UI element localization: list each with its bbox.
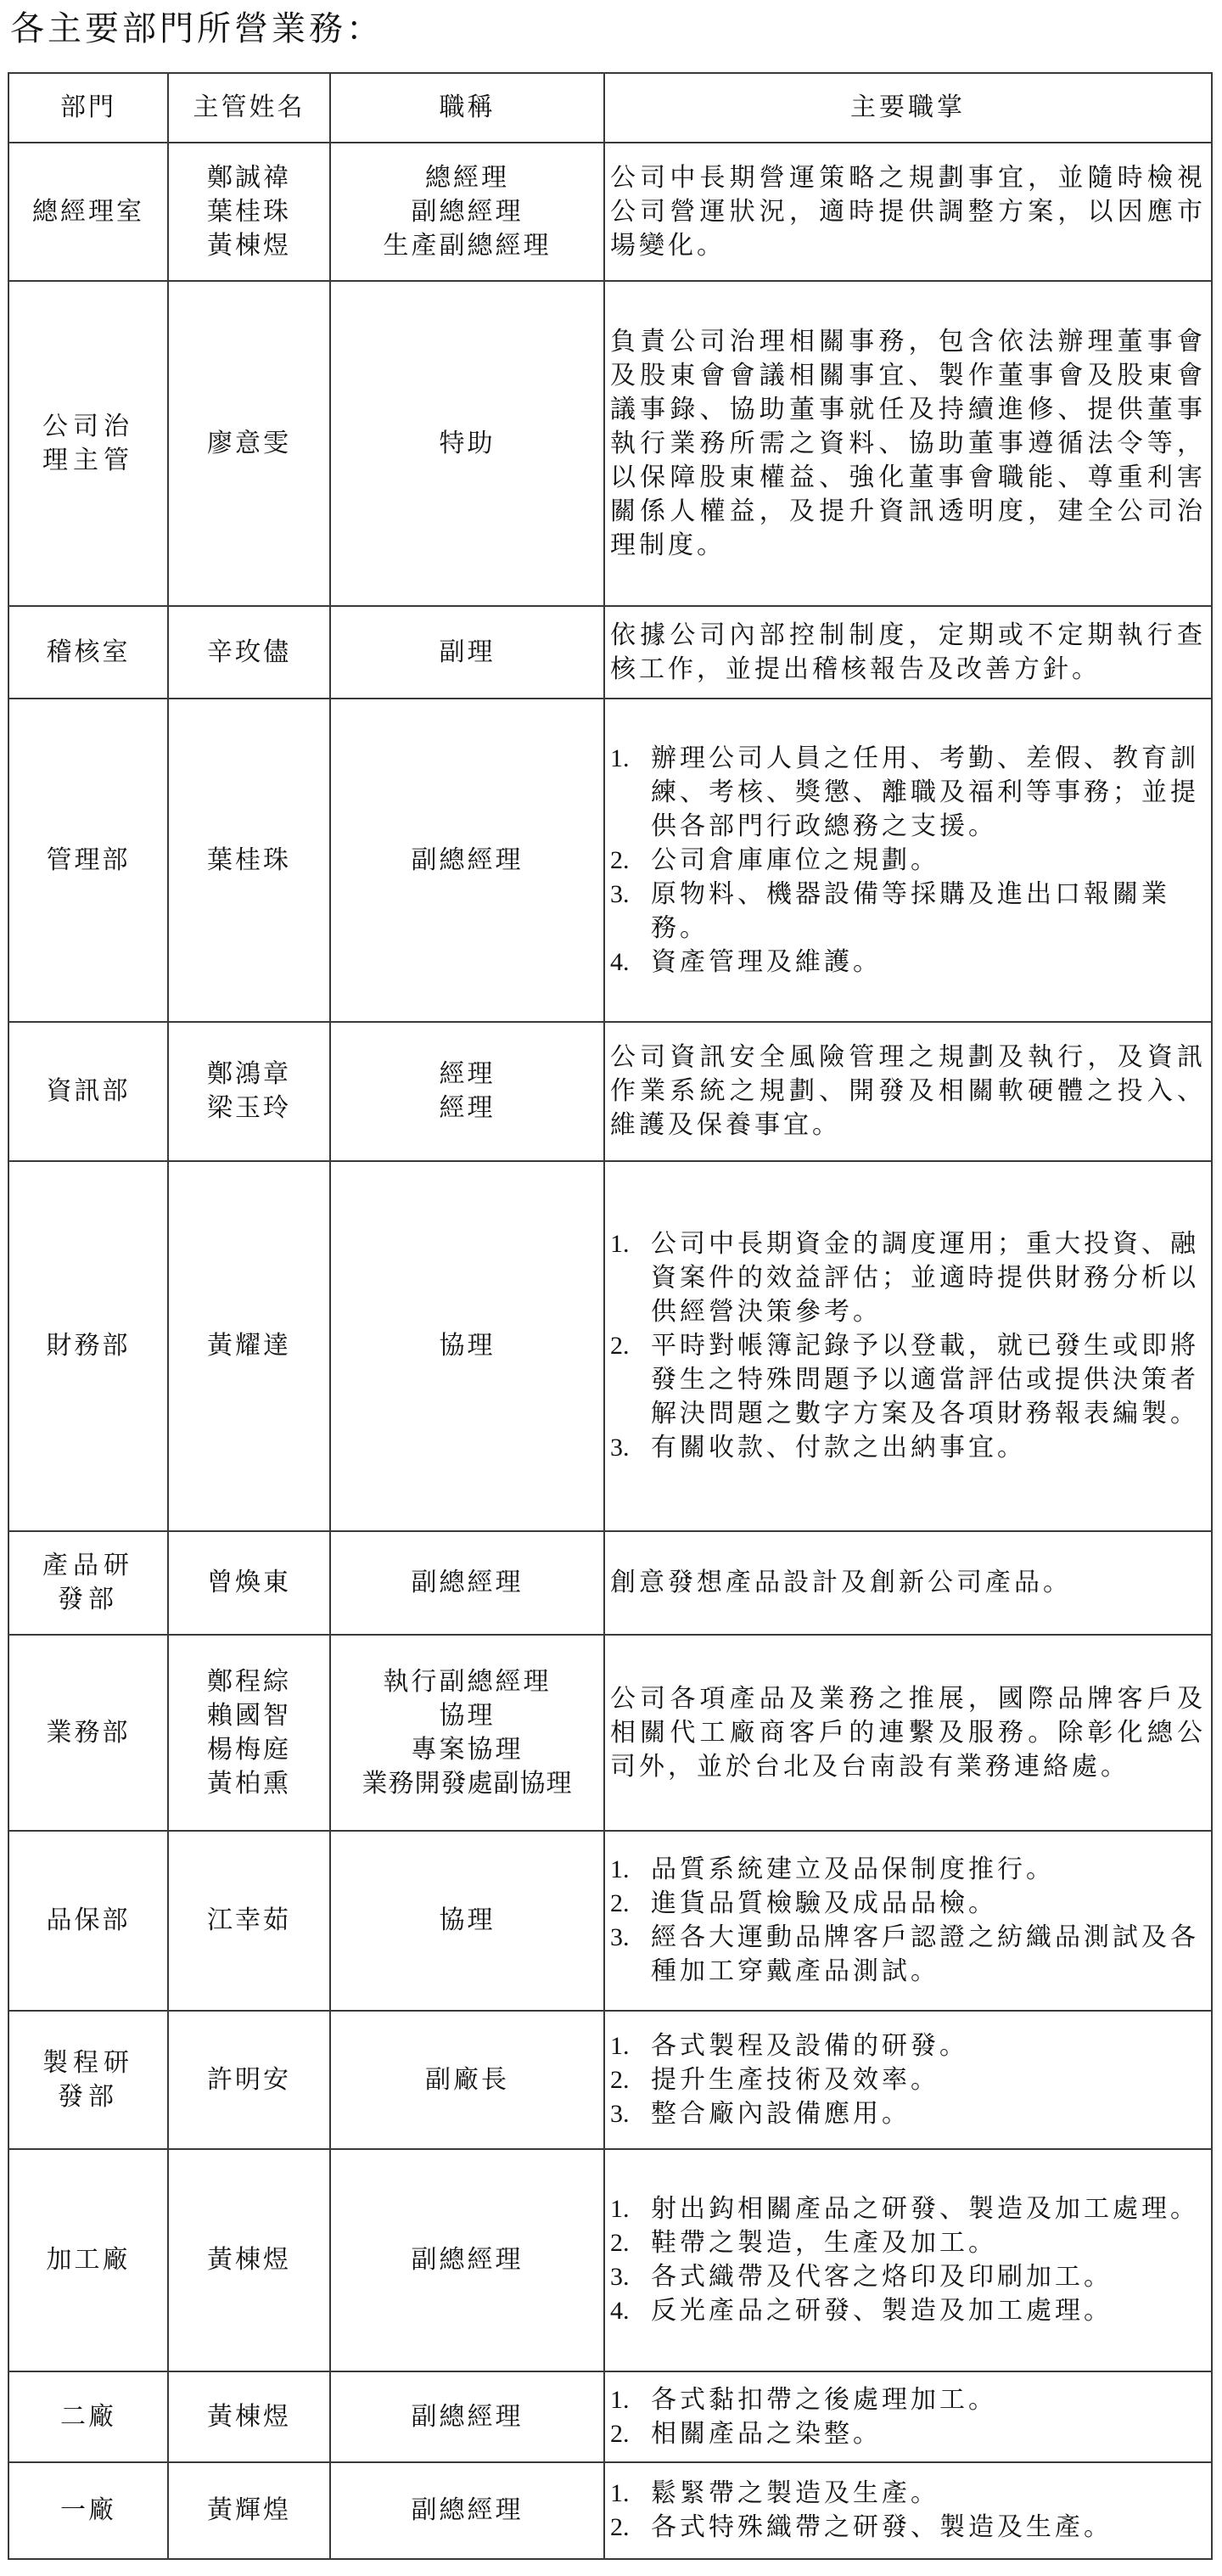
- job-title: 協理: [439, 1905, 496, 1935]
- dept-cell: [8, 1831, 168, 2011]
- duty-text: 創意發想產品設計及創新公司產品。: [610, 1568, 1072, 1597]
- manager-name: 鄭鴻章: [207, 1059, 291, 1089]
- manager-name: 曾煥東: [207, 1568, 291, 1597]
- dept-cell: [8, 2371, 168, 2462]
- duty-item-number: 3.: [610, 879, 630, 908]
- duty-list-item: [610, 946, 1206, 979]
- duty-list-item: [610, 2294, 1206, 2328]
- job-title: 執行副總經理: [383, 1666, 552, 1697]
- job-title: 協理: [439, 1331, 496, 1361]
- dept-cell: [8, 281, 168, 606]
- dept-name: 資訊部: [46, 1076, 131, 1106]
- duty-cell: [604, 2149, 1212, 2371]
- duty-item-number: 1.: [610, 1230, 630, 1258]
- duty-cell: [604, 1531, 1212, 1635]
- duty-list-item: [610, 2029, 1206, 2063]
- dept-cell: [8, 2462, 168, 2559]
- duty-list: [610, 2477, 1206, 2545]
- dept-cell: [8, 606, 168, 699]
- duty-item-number: 4.: [610, 947, 630, 976]
- manager-name: 廖意雯: [207, 428, 291, 458]
- table-row: [8, 2462, 1212, 2559]
- duty-item-number: 1.: [610, 2031, 630, 2060]
- job-title: 總經理: [425, 162, 509, 193]
- duty-text: 公司各項產品及業務之推展，國際品牌客戶及相關代工廠商客戶的連繫及服務。除彰化總公司外，並於台北及台南設有業務連絡處。: [610, 1683, 1206, 1782]
- dept-name: 公司治理主管: [42, 411, 134, 475]
- job-title-cell: [330, 1831, 604, 2011]
- manager-name: 楊梅庭: [207, 1734, 291, 1765]
- manager-name-cell: [168, 699, 330, 1022]
- manager-name-cell: [168, 2371, 330, 2462]
- duty-item-number: 2.: [610, 2513, 630, 2541]
- duty-item-number: 3.: [610, 2263, 630, 2291]
- duty-list-item: [610, 1227, 1206, 1329]
- manager-name-cell: [168, 1022, 330, 1161]
- duty-cell: [604, 2011, 1212, 2149]
- manager-name-cell: [168, 1161, 330, 1531]
- table-row: [8, 1531, 1212, 1635]
- duty-item-text: 品質系統建立及品保制度推行。: [651, 1855, 1055, 1884]
- job-title: 副廠長: [425, 2064, 509, 2095]
- manager-name: 黃柏熏: [207, 1768, 291, 1799]
- dept-name: 業務部: [46, 1717, 131, 1748]
- dept-name: 總經理室: [32, 196, 144, 227]
- dept-name: 產品研發部: [42, 1551, 134, 1614]
- table-row: [8, 699, 1212, 1022]
- duty-item-text: 鞋帶之製造，生產及加工。: [651, 2228, 997, 2258]
- duty-item-number: 2.: [610, 845, 630, 874]
- department-table: [8, 72, 1213, 2560]
- duty-text: 公司中長期營運策略之規劃事宜，並隨時檢視公司營運狀況，適時提供調整方案，以因應市場變化。: [610, 162, 1206, 261]
- job-title: 專案協理: [411, 1734, 524, 1765]
- duty-item-text: 各式黏扣帶之後處理加工。: [651, 2384, 997, 2415]
- job-title: 副總經理: [411, 2401, 524, 2432]
- duty-item-text: 提升生產技術及效率。: [651, 2064, 939, 2095]
- job-title: 經理: [439, 1093, 496, 1123]
- duty-cell: [604, 2462, 1212, 2559]
- duty-item-text: 各式特殊織帶之研發、製造及生產。: [651, 2512, 1113, 2542]
- duty-text: 依據公司內部控制制度，定期或不定期執行查核工作，並提出稽核報告及改善方針。: [610, 620, 1206, 684]
- job-title-cell: [330, 1531, 604, 1635]
- duty-item-text: 有關收款、付款之出納事宜。: [651, 1433, 1026, 1462]
- manager-name: 黃棟煜: [207, 230, 291, 261]
- manager-name-cell: [168, 281, 330, 606]
- duty-item-text: 鬆緊帶之製造及生產。: [651, 2478, 939, 2508]
- duty-list-item: [610, 1853, 1206, 1887]
- duty-list-item: [610, 2063, 1206, 2097]
- duty-item-number: 1.: [610, 2385, 630, 2414]
- duty-list: [610, 742, 1206, 979]
- duty-list-item: [610, 2260, 1206, 2294]
- job-title: 業務開發處副協理: [362, 1768, 573, 1799]
- job-title: 協理: [439, 1700, 496, 1731]
- dept-name: 一廠: [60, 2495, 116, 2525]
- duty-item-text: 射出鈎相關產品之研發、製造及加工處理。: [651, 2194, 1199, 2224]
- job-title-cell: [330, 281, 604, 606]
- duty-item-number: 1.: [610, 2479, 630, 2507]
- duty-cell: [604, 1161, 1212, 1531]
- manager-name-cell: [168, 143, 330, 281]
- duty-cell: [604, 281, 1212, 606]
- duty-cell: [604, 2371, 1212, 2462]
- job-title: 副總經理: [411, 845, 524, 875]
- duty-item-number: 2.: [610, 1889, 630, 1917]
- dept-cell: [8, 1635, 168, 1831]
- table-row: [8, 143, 1212, 281]
- duty-list-item: [610, 1887, 1206, 1921]
- duty-item-number: 4.: [610, 2297, 630, 2325]
- manager-name-cell: [168, 2011, 330, 2149]
- dept-cell: [8, 699, 168, 1022]
- duty-cell: [604, 1635, 1212, 1831]
- duty-item-number: 3.: [610, 1434, 630, 1462]
- duty-item-text: 原物料、機器設備等採購及進出口報關業務。: [651, 878, 1170, 943]
- duty-item-text: 進貨品質檢驗及成品品檢。: [651, 1889, 997, 1918]
- header-name: 主管姓名: [168, 73, 330, 143]
- manager-name: 辛玫儘: [207, 637, 291, 667]
- manager-name: 葉桂珠: [207, 845, 291, 875]
- job-title: 副總經理: [411, 2495, 524, 2525]
- dept-cell: [8, 143, 168, 281]
- manager-name-cell: [168, 1635, 330, 1831]
- duty-list-item: [610, 2383, 1206, 2417]
- manager-name-cell: [168, 2462, 330, 2559]
- duty-item-number: 1.: [610, 744, 630, 772]
- dept-cell: [8, 1161, 168, 1531]
- duty-item-text: 公司中長期資金的調度運用；重大投資、融資案件的效益評估；並適時提供財務分析以供經營決策參考。: [651, 1229, 1199, 1327]
- dept-name: 品保部: [46, 1905, 131, 1935]
- duty-item-number: 1.: [610, 2195, 630, 2223]
- duty-item-number: 2.: [610, 2229, 630, 2257]
- job-title-cell: [330, 2149, 604, 2371]
- manager-name: 鄭誠禕: [207, 162, 291, 193]
- job-title-cell: [330, 606, 604, 699]
- duty-item-number: 2.: [610, 2419, 630, 2448]
- dept-name: 加工廠: [46, 2245, 131, 2275]
- dept-name: 製程研發部: [42, 2047, 134, 2112]
- duty-cell: [604, 1831, 1212, 2011]
- duty-list-item: [610, 878, 1206, 946]
- manager-name: 梁玉玲: [207, 1093, 291, 1123]
- duty-text: 負責公司治理相關事務，包含依法辦理董事會及股東會會議相關事宜、製作董事會及股東會議事錄、協助董事就任及持續進修、提供董事執行業務所需之資料、協助董事遵循法令等，以保障股東權益、強化董事會職能、尊重利害關係人權益，及提升資訊透明度，建全公司治理制度。: [610, 326, 1206, 560]
- job-title-cell: [330, 1161, 604, 1531]
- duty-list: [610, 1853, 1206, 1989]
- table-row: [8, 1635, 1212, 1831]
- manager-name: 黃棟煜: [207, 2245, 291, 2275]
- header-dept: 部門: [8, 73, 168, 143]
- duty-cell: [604, 1022, 1212, 1161]
- dept-name: 管理部: [46, 845, 131, 875]
- duty-list-item: [610, 2511, 1206, 2545]
- duty-cell: [604, 143, 1212, 281]
- dept-cell: [8, 2011, 168, 2149]
- duty-item-text: 各式製程及設備的研發。: [651, 2030, 968, 2061]
- header-duty: 主要職掌: [604, 73, 1212, 143]
- duty-text: 公司資訊安全風險管理之規劃及執行，及資訊作業系統之規劃、開發及相關軟硬體之投入、維護及保養事宜。: [610, 1042, 1206, 1140]
- duty-list: [610, 2029, 1206, 2131]
- duty-list: [610, 2192, 1206, 2328]
- table-row: [8, 1022, 1212, 1161]
- table-row: [8, 281, 1212, 606]
- header-title: 職稱: [330, 73, 604, 143]
- dept-name: 二廠: [60, 2401, 116, 2432]
- table-header-row: [8, 73, 1212, 143]
- table-row: [8, 606, 1212, 699]
- duty-item-text: 整合廠內設備應用。: [651, 2098, 911, 2129]
- manager-name: 江幸茹: [207, 1905, 291, 1935]
- duty-item-text: 經各大運動品牌客戶認證之紡織品測試及各種加工穿戴產品測試。: [651, 1922, 1199, 1986]
- duty-list-item: [610, 1329, 1206, 1431]
- duty-item-text: 資產管理及維護。: [651, 946, 882, 977]
- duty-item-number: 2.: [610, 2065, 630, 2094]
- table-row: [8, 2371, 1212, 2462]
- duty-item-text: 平時對帳簿記錄予以登載，就已發生或即將發生之特殊問題予以適當評估或提供決策者解決問題之數字方案及各項財務報表編製。: [651, 1331, 1199, 1428]
- job-title: 經理: [439, 1059, 496, 1089]
- duty-list-item: [610, 2226, 1206, 2260]
- job-title-cell: [330, 2011, 604, 2149]
- duty-item-number: 3.: [610, 1923, 630, 1951]
- job-title-cell: [330, 1022, 604, 1161]
- manager-name: 黃耀達: [207, 1331, 291, 1361]
- dept-cell: [8, 2149, 168, 2371]
- job-title-cell: [330, 2462, 604, 2559]
- manager-name-cell: [168, 2149, 330, 2371]
- job-title: 副總經理: [411, 196, 524, 227]
- duty-list-item: [610, 2097, 1206, 2131]
- job-title-cell: [330, 1635, 604, 1831]
- dept-name: 稽核室: [46, 637, 131, 667]
- job-title: 副理: [439, 637, 496, 667]
- duty-item-text: 各式織帶及代客之烙印及印刷加工。: [651, 2262, 1113, 2292]
- duty-item-text: 公司倉庫庫位之規劃。: [651, 845, 939, 875]
- duty-list-item: [610, 1921, 1206, 1989]
- duty-list: [610, 2383, 1206, 2451]
- manager-name: 黃棟煜: [207, 2401, 291, 2432]
- duty-item-text: 辦理公司人員之任用、考勤、差假、教育訓練、考核、獎懲、離職及福利等事務；並提供各部門行政總務之支援。: [651, 743, 1199, 841]
- duty-item-text: 反光產品之研發、製造及加工處理。: [651, 2296, 1113, 2326]
- duty-list-item: [610, 844, 1206, 878]
- table-body: [8, 143, 1212, 2559]
- duty-item-number: 1.: [610, 1855, 630, 1883]
- duty-cell: [604, 699, 1212, 1022]
- table-row: [8, 2149, 1212, 2371]
- manager-name-cell: [168, 606, 330, 699]
- table-row: [8, 2011, 1212, 2149]
- job-title-cell: [330, 699, 604, 1022]
- job-title: 副總經理: [411, 2245, 524, 2275]
- manager-name-cell: [168, 1831, 330, 2011]
- duty-list-item: [610, 2192, 1206, 2226]
- duty-list: [610, 1227, 1206, 1465]
- duty-list-item: [610, 1431, 1206, 1465]
- duty-list-item: [610, 2477, 1206, 2511]
- manager-name: 葉桂珠: [207, 196, 291, 227]
- duty-cell: [604, 606, 1212, 699]
- table-row: [8, 1831, 1212, 2011]
- duty-item-text: 相關產品之染整。: [651, 2418, 882, 2449]
- manager-name-cell: [168, 1531, 330, 1635]
- table-row: [8, 1161, 1212, 1531]
- duty-list-item: [610, 2417, 1206, 2451]
- manager-name: 許明安: [207, 2064, 291, 2095]
- manager-name: 鄭程綜: [207, 1666, 291, 1697]
- page-title: 各主要部門所營業務：: [10, 9, 384, 48]
- dept-cell: [8, 1531, 168, 1635]
- job-title-cell: [330, 2371, 604, 2462]
- job-title: 副總經理: [411, 1568, 524, 1597]
- duty-item-number: 3.: [610, 2099, 630, 2128]
- duty-item-number: 2.: [610, 1332, 630, 1360]
- duty-list-item: [610, 742, 1206, 844]
- manager-name: 賴國智: [207, 1700, 291, 1731]
- manager-name: 黃輝煌: [207, 2495, 291, 2525]
- dept-name: 財務部: [46, 1331, 131, 1361]
- job-title-cell: [330, 143, 604, 281]
- job-title: 生產副總經理: [383, 230, 552, 261]
- dept-cell: [8, 1022, 168, 1161]
- job-title: 特助: [439, 428, 496, 458]
